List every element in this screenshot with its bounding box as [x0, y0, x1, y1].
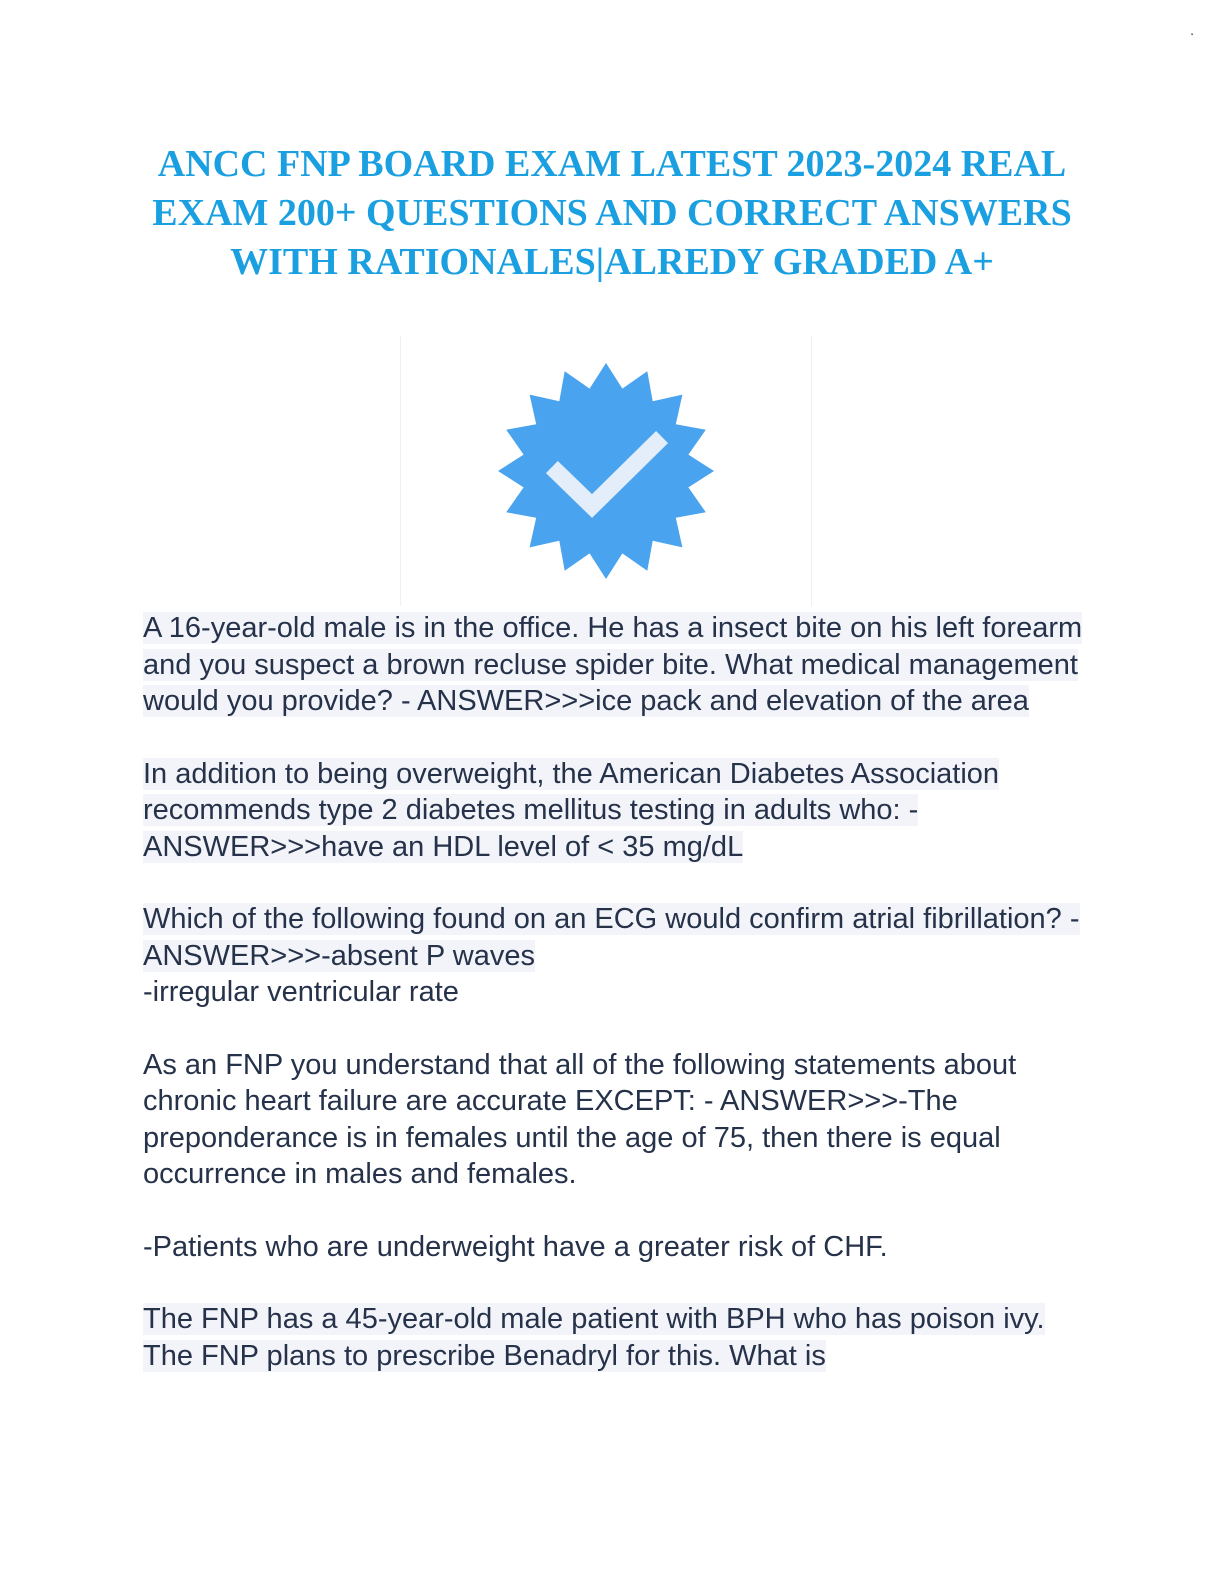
qa-item-1 — [143, 610, 1083, 720]
qa-text: In addition to being overweight, the American Diabetes Association recommends type 2 diabetes mellitus testing in adults who: - ANSWER>>>have an HDL level of < 35 mg/dL — [143, 757, 1000, 863]
qa-text: -Patients who are underweight have a greater risk of CHF. — [143, 1230, 888, 1263]
verified-check-badge-icon — [496, 361, 716, 581]
qa-extra: -irregular ventricular rate — [143, 976, 459, 1008]
qa-text: Which of the following found on an ECG would confirm atrial fibrillation? - ANSWER>>>-absent P waves — [143, 903, 1080, 972]
document-title: ANCC FNP BOARD EXAM LATEST 2023-2024 REAL EXAM 200+ QUESTIONS AND CORRECT ANSWERS WITH RATIONALES|ALREDY GRADED A+ — [152, 143, 1072, 283]
qa-text: The FNP has a 45-year-old male patient with BPH who has poison ivy. The FNP plans to prescribe Benadryl for this. What is — [143, 1303, 1045, 1372]
qa-item-4 — [143, 1047, 1083, 1193]
qa-item-5 — [143, 1229, 1083, 1266]
qa-item-6 — [143, 1301, 1083, 1374]
qa-item-2 — [143, 756, 1083, 866]
badge-image-frame — [400, 336, 812, 606]
qa-item-3 — [143, 901, 1083, 1011]
qa-content — [143, 610, 1083, 1410]
qa-text: A 16-year-old male is in the office. He has a insect bite on his left forearm and you suspect a brown recluse spider bite. What medical management would you provide? - ANSWER>>>ice pack and elevation of the area — [143, 612, 1083, 717]
qa-text: As an FNP you understand that all of the following statements about chronic heart failure are accurate EXCEPT: - ANSWER>>>-The preponderance is in females until the age of 75, then there is equal occurrence in males and females. — [143, 1048, 1017, 1190]
corner-mark: . — [1190, 22, 1194, 38]
